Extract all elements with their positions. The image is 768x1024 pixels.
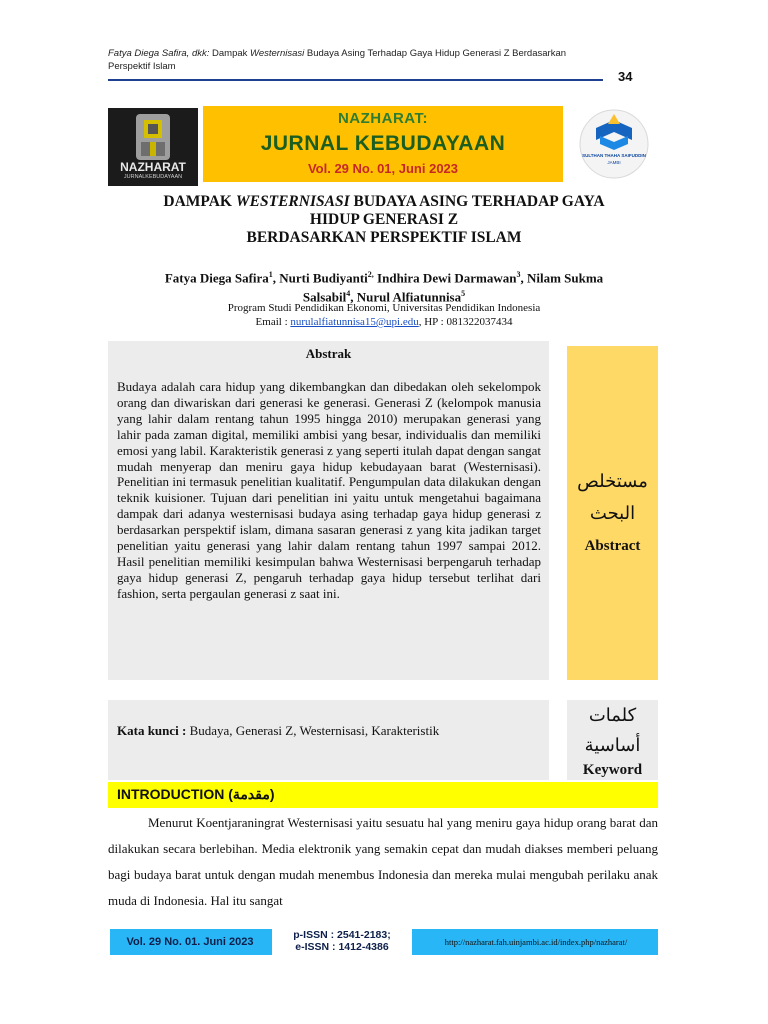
header-rule	[108, 79, 603, 81]
nazharat-logo	[108, 108, 198, 186]
keywords-side-ar1: كلمات	[588, 705, 637, 725]
title-italic: WESTERNISASI	[235, 193, 350, 210]
page-number: 34	[618, 69, 633, 84]
abstract-side-en: Abstract	[584, 538, 641, 554]
running-head-title-post: Budaya Asing Terhadap Gaya Hidup Generasi Z Berdasarkan	[306, 48, 567, 59]
logo-right-text: SULTHAN THAHA SAIFUDDIN	[582, 153, 646, 158]
phone: , HP : 081322037434	[418, 316, 513, 328]
footer-issn	[272, 929, 412, 955]
email-link[interactable]: nurulalfiatunnisa15@upi.edu	[290, 316, 419, 328]
journal-name: NAZHARAT:	[337, 110, 429, 127]
running-head-title-pre: Dampak	[212, 48, 248, 59]
abstract-box	[108, 341, 549, 680]
footer-eissn: e-ISSN : 1412-4386	[295, 941, 389, 953]
author-5: Nurul Alfiatunnisa	[356, 289, 462, 305]
abstract-side-ar2: البحث	[589, 503, 636, 523]
keywords-side-label	[567, 700, 658, 780]
title-word1: DAMPAK	[163, 193, 232, 210]
abstract-side-label	[567, 346, 658, 680]
keywords-side-en: Keyword	[582, 762, 643, 778]
logo-right-subtext: JAMBI	[607, 160, 621, 165]
introduction-text: Menurut Koentjaraningrat Westernisasi yaitu sesuatu hal yang meniru gaya hidup orang barat dan dilakukan secara berlebihan. Media elektronik yang semakin cepat dan mudah diakses memberi peluang bagi budaya barat untuk dengan mudah menembus Indonesia dan mereka mulai mengubah perilaku anak muda di Indonesia. Hal itu sangat	[108, 815, 658, 908]
title-line3: BERDASARKAN PERSPEKTIF ISLAM	[246, 229, 522, 246]
keywords-box	[108, 700, 549, 780]
introduction-heading-bar	[108, 782, 658, 808]
journal-subtitle: JURNAL KEBUDAYAAN	[260, 132, 506, 155]
keywords-line	[117, 723, 541, 739]
journal-volume: Vol. 29 No. 01, Juni 2023	[307, 161, 459, 176]
footer-url[interactable]: http://nazharat.fah.uinjambi.ac.id/index.php/nazharat/	[444, 937, 628, 947]
footer-pissn: p-ISSN : 2541-2183;	[293, 929, 391, 941]
affiliation: Program Studi Pendidikan Ekonomi, Universitas Pendidikan Indonesia	[227, 302, 541, 314]
running-head-title-italic: Westernisasi	[250, 48, 305, 59]
running-head-title-line2: Perspektif Islam	[108, 61, 176, 72]
abstract-heading: Abstrak	[305, 346, 352, 361]
keywords-side-ar2: أساسية	[584, 735, 641, 755]
author-4b: Salsabil	[302, 289, 347, 305]
author-1: Fatya Diega Safira	[164, 270, 269, 286]
title-rest1: BUDAYA ASING TERHADAP GAYA	[353, 193, 605, 210]
logo-left-text: NAZHARAT	[120, 160, 186, 174]
footer-bar	[110, 929, 658, 955]
footer-volume: Vol. 29 No. 01. Juni 2023	[126, 936, 254, 948]
running-head-authors: Fatya Diega Safira, dkk:	[108, 48, 210, 59]
affiliation-block	[108, 301, 660, 329]
article-title	[108, 193, 660, 247]
author-4a: Nilam Sukma	[526, 270, 604, 286]
introduction-text-block	[108, 810, 658, 914]
author-2: Nurti Budiyanti	[279, 270, 368, 286]
email-label: Email :	[255, 316, 288, 328]
title-line2: HIDUP GENERASI Z	[309, 211, 459, 228]
university-logo	[574, 106, 654, 182]
abstract-body: Budaya adalah cara hidup yang dikembangkan dan dibedakan oleh sekelompok orang dan diwariskan dari generasi ke generasi. Generasi Z (kelompok manusia yang lahir dalam rentang tahun 1995 hingga 2010) merupakan generasi yang lahir pada zaman digital, memiliki ambisi yang besar, individualis dan memiliki emosi yang labil. Karakteristik generasi z yang seperti itulah dapat dengan sangat mudah menyerap dan meniru gaya hidup kebudayaan barat (Westernisasi). Penelitian ini termasuk penelitian kualitatif. Pengumpulan data dilakukan dengan teknik kuisioner. Tujuan dari penelitian ini yaitu untuk mengetahui bagaimana dampak dari adanya westernisasi budaya asing terhadap gaya hidup generasi z berdasarkan perspektif islam, dimana sasaran generasi z yang kita jadikan target penelitian yaitu generasi yang lahir dalam rentang tahun 1997 sampai 2012. Hasil penelitian memiliki kesimpulan bahwa Westernisasi berpengaruh terhadap gaya hidup generasi Z, pengaruh terhadap gaya hidup tersebut terlihat dari fashion, serta pergaulan generasi z saat ini.	[117, 379, 541, 601]
abstract-side-ar1: مستخلص	[577, 471, 648, 491]
running-head	[108, 47, 608, 73]
journal-title-box	[203, 106, 563, 182]
introduction-heading: INTRODUCTION (مقدمة)	[117, 786, 275, 802]
author-3: Indhira Dewi Darmawan	[377, 270, 517, 286]
logo-left-subtext: JURNALKEBUDAYAAN	[123, 174, 183, 180]
author-list: Fatya Diega Safira$^1$, Nurti Budiyanti$^{2,}$ Indhira Dewi Darmawan$^3$, Nilam Sukma Salsabil$^4$, Nurul Alfiatunnisa$^5$	[164, 270, 604, 305]
keywords-label: Kata kunci :	[117, 723, 187, 738]
keywords-value: Budaya, Generasi Z, Westernisasi, Karakteristik	[189, 723, 440, 738]
